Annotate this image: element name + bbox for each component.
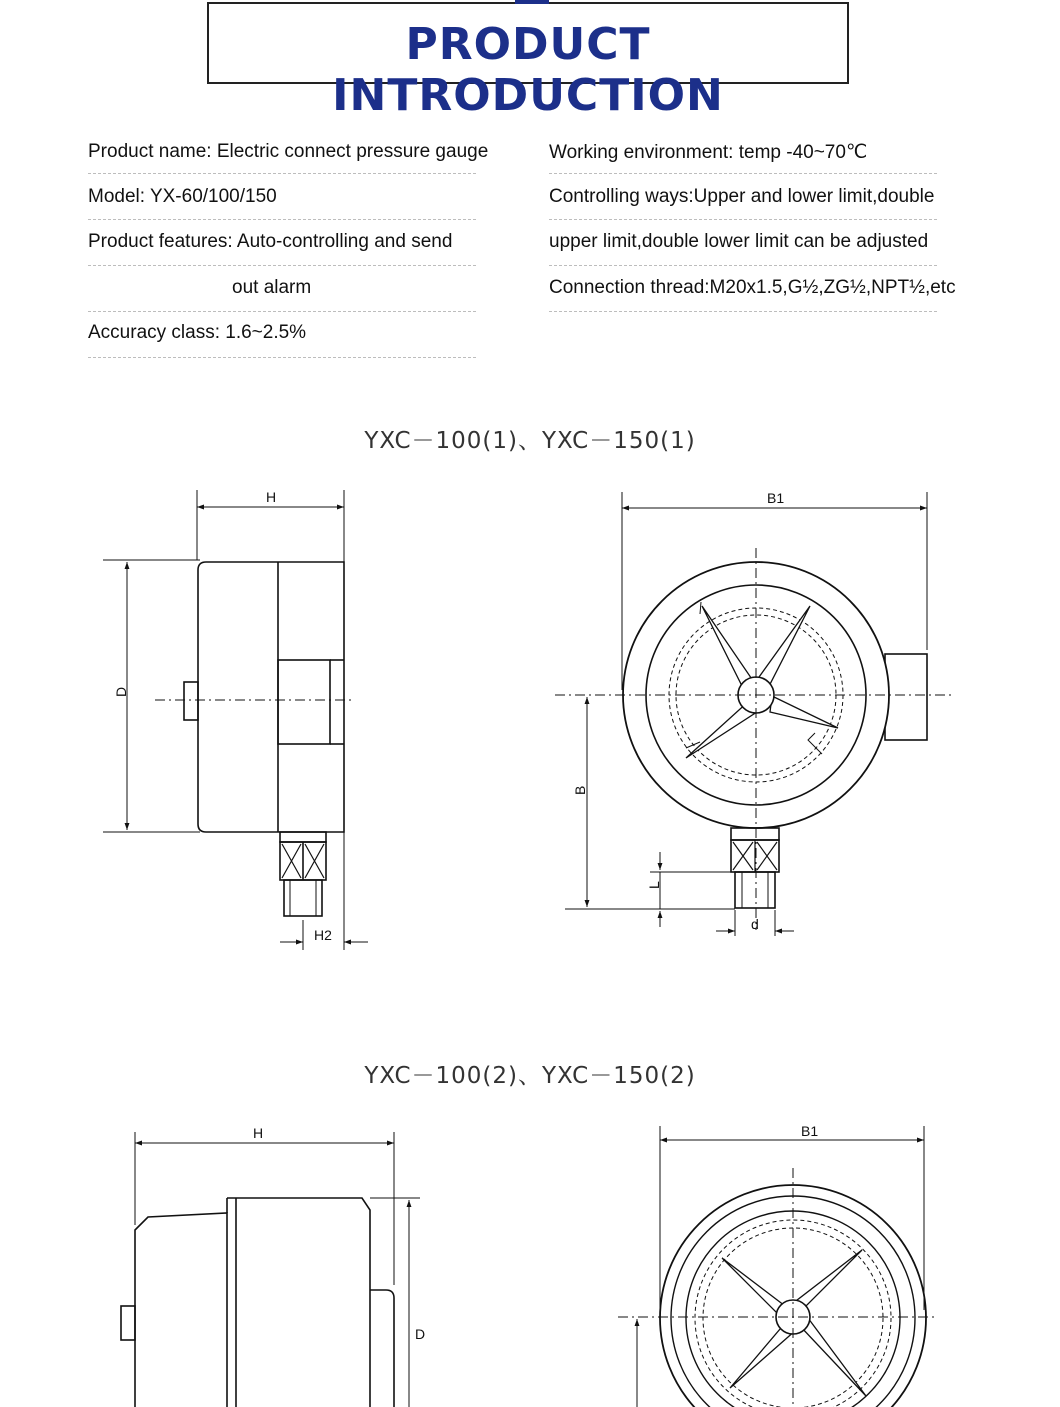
spec-product-features: Product features: Auto-controlling and send [88,231,453,252]
side-view-2-dimensions [135,1132,420,1407]
dim-label-d: D [113,686,129,697]
dim-label-h: H [266,489,277,505]
dim-label-h-2: H [253,1125,264,1141]
model-title-2: YXC－100(2)、YXC－150(2) [364,1063,696,1089]
spec-product-features-cont: out alarm [232,277,312,298]
dim-label-l: L [646,881,662,889]
spec-model: Model: YX-60/100/150 [88,186,277,207]
side-view-2 [121,1198,394,1407]
spec-working-environment: Working environment: temp -40~70℃ [549,142,868,163]
dim-label-d-small: d [751,916,759,932]
spec-accuracy-class: Accuracy class: 1.6~2.5% [88,322,307,343]
page-title: PRODUCT INTRODUCTION [332,19,724,121]
spec-controlling-ways-cont: upper limit,double lower limit can be adjusted [549,231,929,252]
dim-label-b1: B1 [767,490,785,506]
front-view-1 [623,562,927,908]
model-title-1: YXC－100(1)、YXC－150(1) [364,428,696,454]
side-view-1-dimensions [103,490,368,950]
dim-label-b1-2: B1 [801,1123,819,1139]
front-view-2-centerlines [618,1168,935,1407]
dim-label-b: B [572,785,588,795]
side-view-1 [184,562,344,916]
spec-connection-thread: Connection thread:M20x1.5,G½,ZG½,NPT½,etc [549,277,956,298]
spec-product-name: Product name: Electric connect pressure gauge [88,141,489,162]
dim-label-d-2: D [415,1326,426,1342]
dim-label-h2: H2 [314,927,332,943]
spec-controlling-ways: Controlling ways:Upper and lower limit,double [549,186,935,207]
